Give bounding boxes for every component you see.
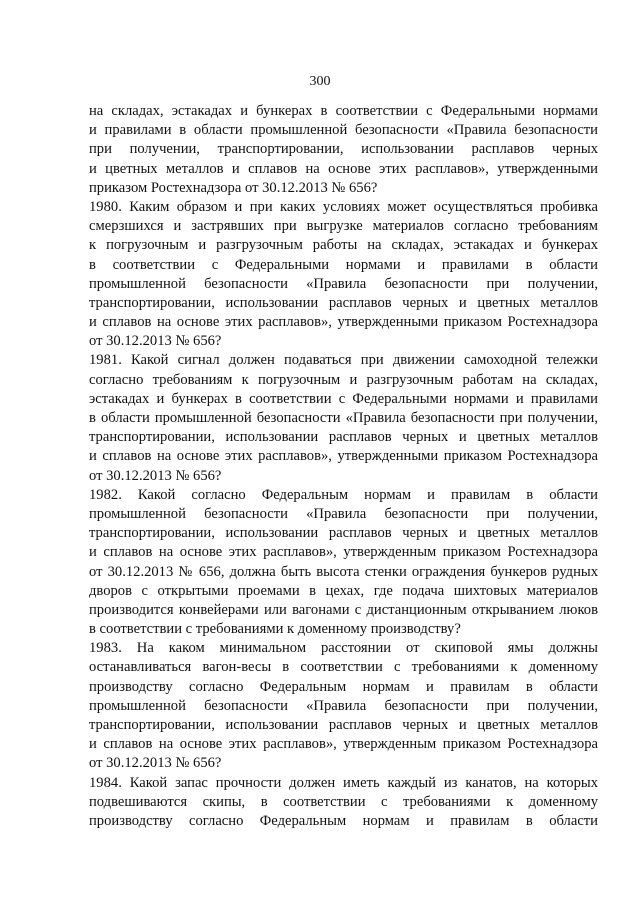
text-line: дворов с открытыми проемами в цехах, где подача шихтовых материалов (89, 582, 598, 599)
text-line: останавливаться вагон-весы в соответствии с требованиями к доменному (89, 659, 598, 676)
text-line: транспортировании, использовании расплавов черных и цветных металлов (89, 429, 598, 446)
question-paragraph (89, 102, 598, 198)
text-line: при получении, транспортировании, использовании расплавов черных (89, 141, 598, 158)
text-line: и сплавов на основе этих расплавов», утвержденным приказом Ростехнадзора (89, 544, 598, 561)
question-paragraph (89, 198, 598, 352)
text-line: и сплавов на основе этих расплавов», утвержденными приказом Ростехнадзора (89, 448, 598, 465)
text-line: 1984. Какой запас прочности должен иметь каждый из канатов, на которых (89, 774, 598, 791)
text-line: от 30.12.2013 № 656, должна быть высота стенки ограждения бункеров рудных (89, 563, 598, 580)
text-line: подвешиваются скипы, в соответствии с требованиями к доменному (89, 793, 598, 810)
text-line: промышленной безопасности «Правила безопасности при получении, (89, 275, 598, 292)
text-line: промышленной безопасности «Правила безопасности при получении, (89, 505, 598, 522)
document-body (89, 102, 598, 831)
text-line: производству согласно Федеральным нормам и правилам в области (89, 678, 598, 695)
page-number: 300 (309, 74, 331, 89)
question-paragraph (89, 351, 598, 485)
text-line: приказом Ростехнадзора от 30.12.2013 № 656? (89, 179, 378, 196)
text-line: производству согласно Федеральным нормам и правилам в области (89, 812, 598, 829)
text-line: смерзшихся и застрявших при выгрузке материалов согласно требованиям (89, 218, 598, 235)
text-line: в области промышленной безопасности «Правила безопасности при получении, (89, 410, 598, 426)
text-line: и цветных металлов и сплавов на основе этих расплавов», утвержденными (89, 160, 598, 177)
text-line: 1983. На каком минимальном расстоянии от скиповой ямы должны (89, 640, 598, 657)
text-line: транспортировании, использовании расплавов черных и цветных металлов (89, 525, 598, 542)
text-line: от 30.12.2013 № 656? (89, 755, 222, 772)
text-line: в соответствии с Федеральными нормами и правилами в области (89, 256, 598, 273)
text-line: 1981. Какой сигнал должен подаваться при движении самоходной тележки (89, 352, 598, 369)
text-line: к погрузочным и разгрузочным работы на складах, эстакадах и бункерах (89, 237, 598, 254)
text-line: 1980. Каким образом и при каких условиях может осуществляться пробивка (89, 198, 598, 215)
text-line: в соответствии с требованиями к доменному производству? (89, 621, 461, 638)
text-line: от 30.12.2013 № 656? (89, 467, 222, 484)
text-line: производится конвейерами или вагонами с дистанционным открыванием люков (89, 601, 598, 618)
question-paragraph (89, 486, 598, 640)
text-line: и правилами в области промышленной безопасности «Правила безопасности (89, 122, 598, 139)
text-line: согласно требованиям к погрузочным и разгрузочным работам на складах, (89, 371, 598, 388)
text-line: и сплавов на основе этих расплавов», утвержденным приказом Ростехнадзора (89, 736, 598, 753)
question-paragraph (89, 639, 598, 773)
text-line: на складах, эстакадах и бункерах в соответствии с Федеральными нормами (89, 103, 598, 119)
text-line: 1982. Какой согласно Федеральным нормам и правилам в области (89, 486, 598, 503)
question-paragraph (89, 774, 598, 832)
text-line: и сплавов на основе этих расплавов», утвержденными приказом Ростехнадзора (89, 314, 598, 331)
text-line: транспортировании, использовании расплавов черных и цветных металлов (89, 717, 598, 733)
text-line: от 30.12.2013 № 656? (89, 333, 222, 350)
text-line: промышленной безопасности «Правила безопасности при получении, (89, 697, 598, 714)
text-line: транспортировании, использовании расплавов черных и цветных металлов (89, 294, 598, 311)
text-line: эстакадах и бункерах в соответствии с Федеральными нормами и правилами (89, 390, 598, 407)
